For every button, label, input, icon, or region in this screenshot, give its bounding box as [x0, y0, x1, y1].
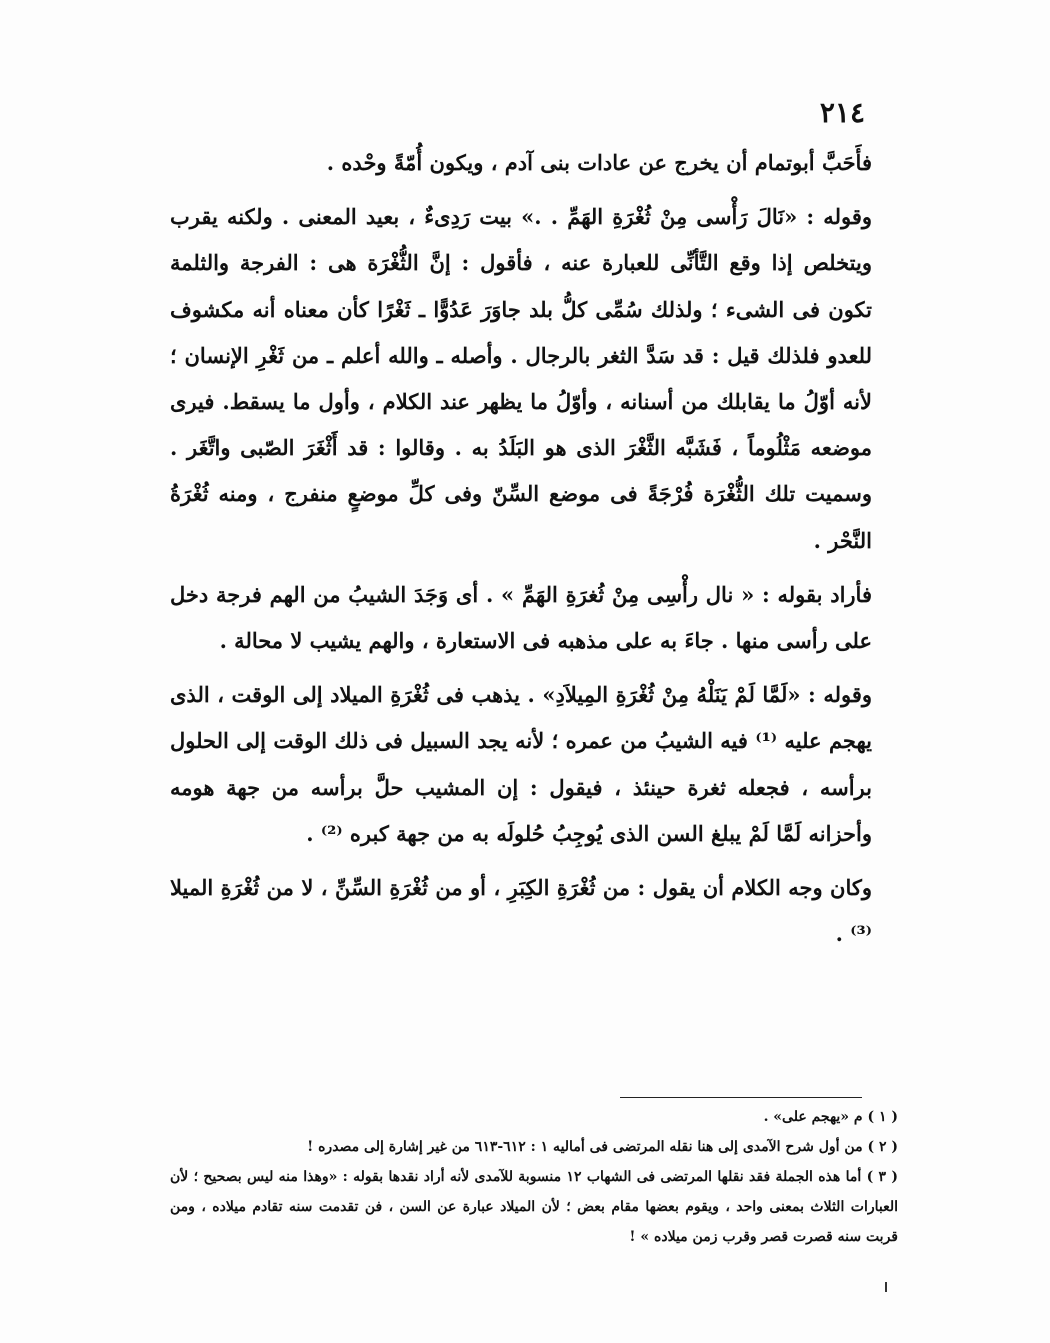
- footnote: ( ٢ ) من أول شرح الآمدى إلى هنا نقله المرتضى فى أماليه ١ : ٦١٢-٦١٣ من غير إشارة إلى مصدره !: [307, 1139, 898, 1155]
- main-text: [170, 140, 872, 965]
- footnote-divider: [620, 1097, 862, 1098]
- paragraph: فأَحَبَّ أبوتمام أن يخرج عن عادات بنى آدم ، ويكون أُمّةً وحْده .: [326, 150, 872, 175]
- paragraph: وقوله : «لَمَّا لَمْ يَنَلْهُ مِنْ ثُغْرَةِ المِيلاَدِ» . يذهب فى ثُغْرَةِ الميلاد إلى الوقت ، الذى يهجم عليه ⁽¹⁾ فيه الشيبُ من عمره ؛ لأنه يجد السبيل فى ذلك الوقت إلى الحلول برأسه ، فجعله ثغرة حينئذ ، فيقول : إن المشيب حلَّ برأسه من جهة هومه وأحزانه لَمَّا لَمْ يبلغ السن الذى يُوجِبُ حُلولَه به من جهة كبره ⁽²⁾ .: [170, 682, 873, 846]
- footnotes: [170, 1102, 898, 1252]
- footnote: ( ١ ) م «يهجم على» .: [763, 1109, 898, 1125]
- paragraph: وكان وجه الكلام أن يقول : من ثُغْرَةِ الكِبَرِ ، أو من ثُغْرَةِ السِّنِّ ، لا من ثُغْرَةِ الميلا ⁽³⁾ .: [170, 875, 872, 947]
- page-number: ٢١٤: [819, 96, 865, 129]
- footnote: ( ٣ ) أما هذه الجملة فقد نقلها المرتضى فى الشهاب ١٢ منسوبة للآمدى لأنه أراد نقدها بقوله : «وهذا منه ليس بصحيح ؛ لأن العبارات الثلاث بمعنى واحد ، ويقوم بعضها مقام بعض ؛ لأن الميلاد عبارة عن السن ، فن تقدمت سنه تقادم ميلاده ، ومن قربت سنه قصرت قصر وقرب زمن ميلاده » !: [170, 1169, 898, 1245]
- scan-mark: [885, 1282, 887, 1292]
- paragraph: فأراد بقوله : « نال رأْسِى مِنْ ثُغرَةِ الهَمِّ » . أى وَجَدَ الشيبُ من الهم فرجة دخل على رأسى منها . جاءَ به على مذهبه فى الاستعارة ، والهم يشيب لا محالة .: [170, 581, 872, 654]
- paragraph: وقوله : «نَالَ رَأْسى مِنْ ثُغْرَةِ الهَمِّ . .» بيت رَدِىءٌ ، بعيد المعنى . ولكنه يقرب ويتخلص إذا وقع التَّأنِّى للعبارة عنه ، فأقول : إنَّ الثُّغْرَة هى : الفرجة والثلمة تكون فى الشىء ؛ ولذلك سُمِّى كلُّ بلد جاوَرَ عَدُوًّا ـ ثَغْرًا كأن معناه أنه مكشوف للعدو فلذلك قيل : قد سَدَّ الثغر بالرجال . وأصله ـ والله أعلم ـ من ثَغْرِ الإنسان ؛ لأنه أوّلُ ما يقابلك من أسنانه ، وأوّلُ ما يظهر عند الكلام ، وأول ما يسقط. فيرى موضعه مَثْلُوماً ، فَشَبَّه الثَّغْرَ الذى هو البَلَدُ به . وقالوا : قد أَثْغَرَ الصّبى واتَّغَر . وسميت تلك الثُّغْرَة فُرْجَةً فى موضع السِّنّ وفى كلِّ موضعٍ منفرج ، ومنه ثُغْرَةُ النَّحْر .: [170, 204, 872, 553]
